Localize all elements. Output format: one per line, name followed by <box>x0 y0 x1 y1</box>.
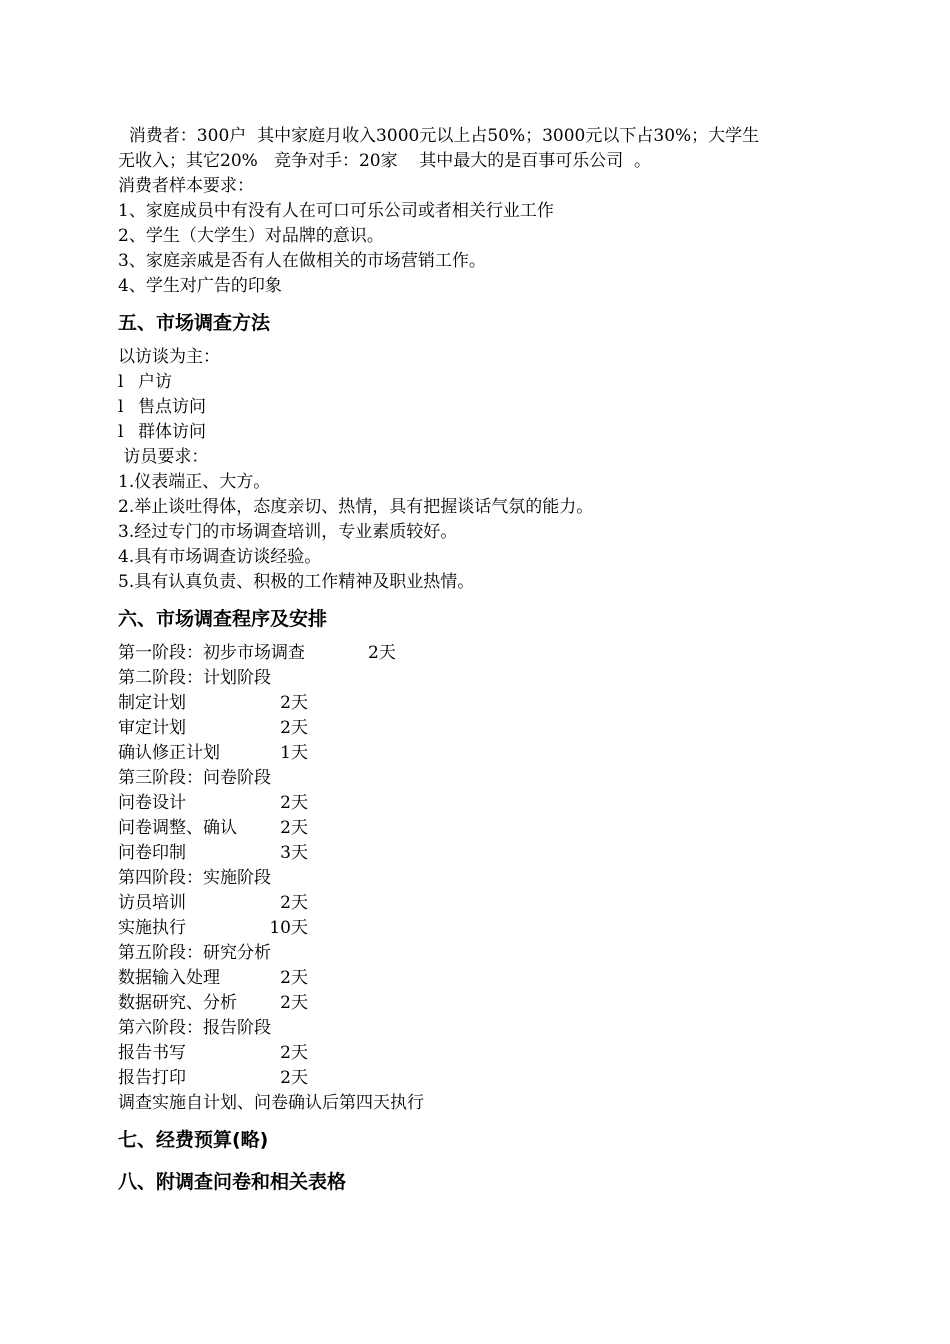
method-label: 售点访问 <box>138 397 206 417</box>
schedule-task: 第四阶段：实施阶段 <box>118 868 271 888</box>
schedule-duration: 10天 <box>269 918 308 938</box>
schedule-row <box>118 716 838 741</box>
method-item <box>118 370 838 395</box>
schedule-row <box>118 766 838 791</box>
schedule-list <box>118 666 838 1091</box>
schedule-duration: 2天 <box>368 643 396 663</box>
sample-requirement-item: 4、学生对广告的印象 <box>118 276 282 296</box>
schedule-task: 第六阶段：报告阶段 <box>118 1018 271 1038</box>
schedule-row <box>118 1016 838 1041</box>
schedule-row <box>118 966 838 991</box>
method-item <box>118 420 838 445</box>
schedule-task: 确认修正计划 <box>118 743 220 763</box>
bullet-marker: l <box>118 372 124 392</box>
schedule-duration: 2天 <box>280 793 308 813</box>
schedule-row <box>118 1066 838 1091</box>
method-intro: 以访谈为主： <box>118 347 220 367</box>
schedule-task: 实施执行 <box>118 918 186 938</box>
schedule-duration: 3天 <box>280 843 308 863</box>
sample-requirement-item: 1、家庭成员中有没有人在可口可乐公司或者相关行业工作 <box>118 201 554 221</box>
schedule-task: 审定计划 <box>118 718 186 738</box>
schedule-row <box>118 741 838 766</box>
schedule-task: 访员培训 <box>118 893 186 913</box>
schedule-task: 报告打印 <box>118 1068 186 1088</box>
schedule-task: 制定计划 <box>118 693 186 713</box>
schedule-note: 调查实施自计划、问卷确认后第四天执行 <box>118 1093 424 1113</box>
interviewer-requirements-title: 访员要求： <box>118 447 209 467</box>
schedule-duration <box>268 666 308 691</box>
schedule-row <box>118 666 838 691</box>
schedule-task: 第五阶段：研究分析 <box>118 943 271 963</box>
intro-line-1: 消费者：300户 其中家庭月收入3000元以上占50%；3000元以下占30%；大学生 <box>118 126 760 146</box>
bullet-marker: l <box>118 397 124 417</box>
section-7-heading: 七、经费预算(略) <box>118 1129 269 1151</box>
method-item <box>118 395 838 420</box>
interviewer-requirement-item: 4.具有市场调查访谈经验。 <box>118 547 322 567</box>
schedule-duration: 2天 <box>280 893 308 913</box>
schedule-task: 问卷调整、确认 <box>118 818 237 838</box>
schedule-task: 报告书写 <box>118 1043 186 1063</box>
schedule-task: 数据研究、分析 <box>118 993 237 1013</box>
interviewer-requirement-item: 3.经过专门的市场调查培训，专业素质较好。 <box>118 522 458 542</box>
schedule-row <box>118 866 838 891</box>
schedule-duration <box>268 866 308 891</box>
schedule-row <box>118 791 838 816</box>
schedule-duration <box>268 1016 308 1041</box>
document-page <box>118 124 838 1206</box>
section-5-heading: 五、市场调查方法 <box>118 312 271 334</box>
schedule-row <box>118 1041 838 1066</box>
method-label: 户访 <box>138 372 172 392</box>
schedule-task: 问卷设计 <box>118 793 186 813</box>
schedule-row <box>118 641 838 666</box>
schedule-duration: 1天 <box>280 743 308 763</box>
schedule-task: 第一阶段：初步市场调查 <box>118 643 305 663</box>
bullet-marker: l <box>118 422 124 442</box>
schedule-row <box>118 691 838 716</box>
interviewer-requirement-item: 2.举止谈吐得体，态度亲切、热情，具有把握谈话气氛的能力。 <box>118 497 594 517</box>
intro-line-2: 无收入；其它20% 竞争对手：20家 其中最大的是百事可乐公司 。 <box>118 151 652 171</box>
schedule-duration: 2天 <box>280 993 308 1013</box>
schedule-duration: 2天 <box>280 968 308 988</box>
schedule-row <box>118 891 838 916</box>
schedule-duration: 2天 <box>280 693 308 713</box>
schedule-task: 第二阶段：计划阶段 <box>118 668 271 688</box>
sample-requirement-item: 3、家庭亲戚是否有人在做相关的市场营销工作。 <box>118 251 486 271</box>
schedule-duration: 2天 <box>280 718 308 738</box>
schedule-duration: 2天 <box>280 818 308 838</box>
method-label: 群体访问 <box>138 422 206 442</box>
interviewer-requirement-item: 5.具有认真负责、积极的工作精神及职业热情。 <box>118 572 475 592</box>
schedule-row <box>118 916 838 941</box>
schedule-duration <box>268 766 308 791</box>
schedule-duration <box>268 941 308 966</box>
section-8-heading: 八、附调查问卷和相关表格 <box>118 1171 347 1193</box>
schedule-row <box>118 816 838 841</box>
schedule-task: 问卷印制 <box>118 843 186 863</box>
schedule-duration: 2天 <box>280 1068 308 1088</box>
schedule-row <box>118 941 838 966</box>
interviewer-requirement-item: 1.仪表端正、大方。 <box>118 472 271 492</box>
section-6-heading: 六、市场调查程序及安排 <box>118 608 328 630</box>
schedule-task: 数据输入处理 <box>118 968 220 988</box>
schedule-row <box>118 841 838 866</box>
schedule-duration: 2天 <box>280 1043 308 1063</box>
sample-requirements-title: 消费者样本要求： <box>118 176 254 196</box>
sample-requirement-item: 2、学生（大学生）对品牌的意识。 <box>118 226 384 246</box>
schedule-row <box>118 991 838 1016</box>
schedule-task: 第三阶段：问卷阶段 <box>118 768 271 788</box>
